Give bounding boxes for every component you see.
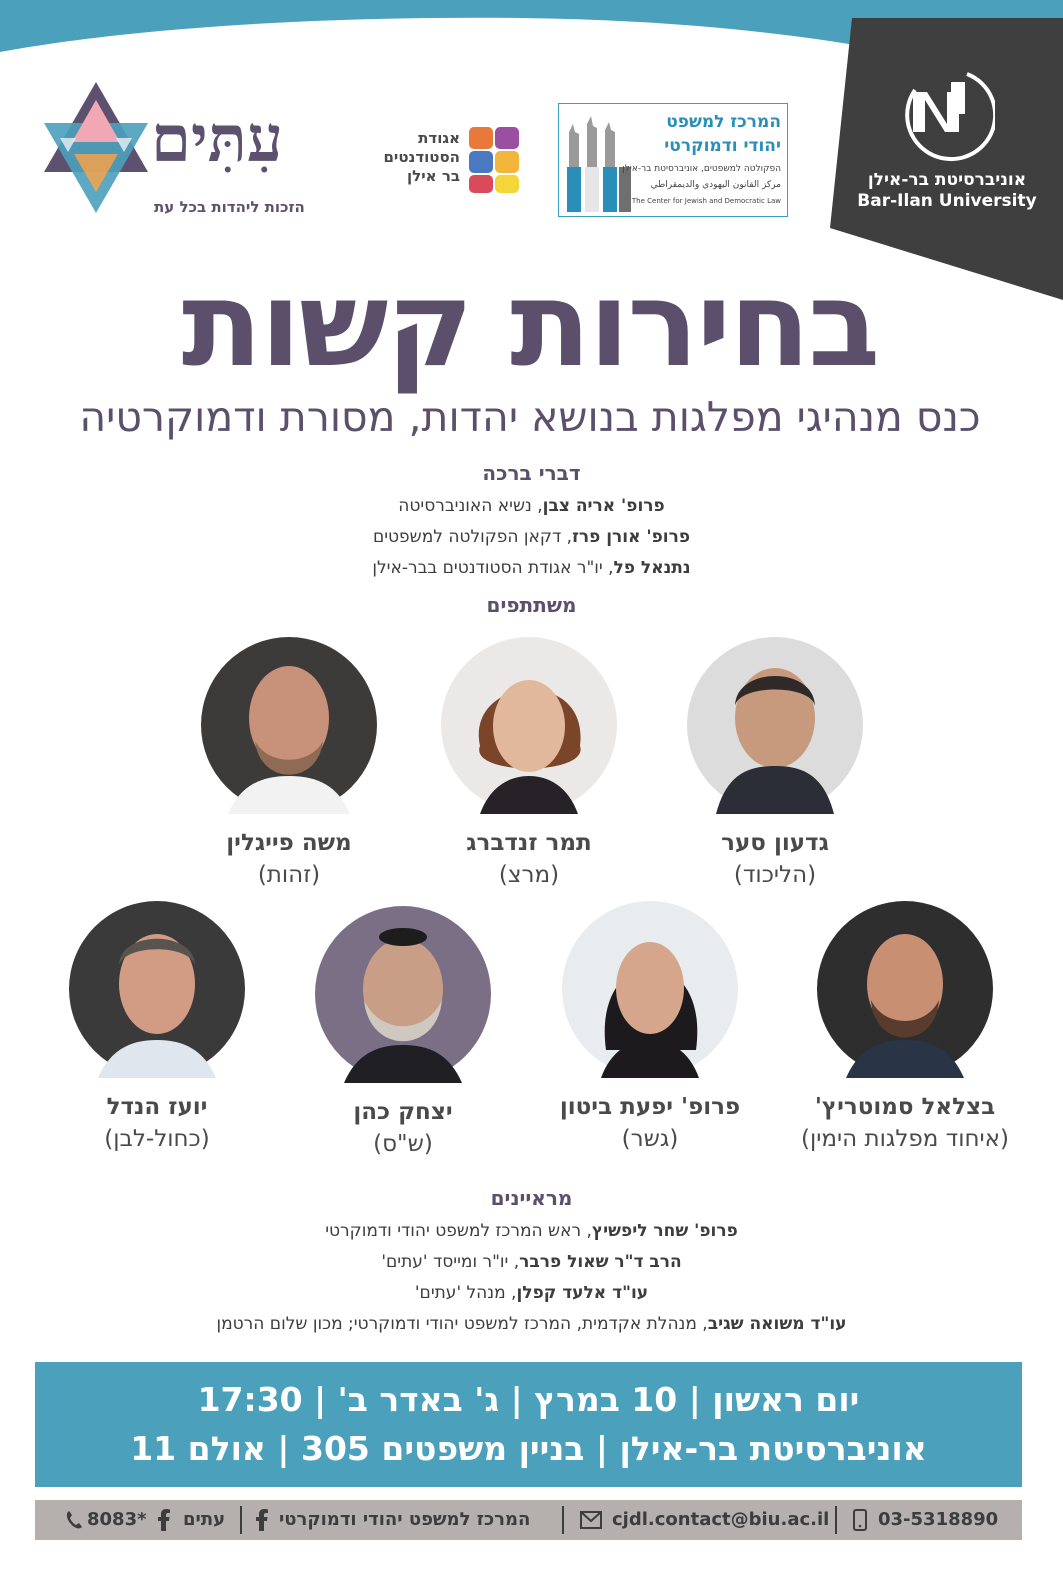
cjdl-name-line1: המרכז למשפט xyxy=(666,112,781,132)
student-union-line2: הסטודנטים xyxy=(383,148,460,166)
participant-name: פרופ' יפעת ביטון xyxy=(559,1094,741,1120)
student-union-line3: בר אילן xyxy=(407,167,460,185)
bar-ilan-emblem-icon xyxy=(895,62,995,162)
greeting-name: פרופ' אורן פרז xyxy=(572,527,691,547)
ittim-tagline: הזכות ליהדות בכל עת xyxy=(154,198,305,216)
greeting-role: , יו"ר אגודת הסטודנטים בבר-אילן xyxy=(372,558,614,578)
mobile-phone-icon xyxy=(853,1509,867,1531)
participant-name: יצחק כהן xyxy=(353,1099,453,1125)
contact-divider xyxy=(562,1506,564,1534)
cjdl-faculty-line: הפקולטה למשפטים, אוניברסיטת בר-אילן xyxy=(622,164,781,174)
interviewer-name: פרופ' שחר ליפשיץ xyxy=(591,1221,738,1241)
bar-ilan-name-english: Bar-Ilan University xyxy=(857,191,1037,211)
contact-divider xyxy=(835,1506,837,1534)
participant-name: גדעון סער xyxy=(721,830,829,856)
event-subtitle: כנס מנהיגי מפלגות בנושא יהדות, מסורת ודמוקרטיה xyxy=(79,393,981,441)
contact-bar xyxy=(35,1500,1022,1540)
event-title: בחירות קשות xyxy=(181,255,879,393)
greeting-role: , נשיא האוניברסיטה xyxy=(398,496,543,516)
participant-party: (ש"ס) xyxy=(373,1131,433,1157)
ittim-name: עִתִּים xyxy=(151,102,283,177)
interviewer-line xyxy=(0,1314,1063,1334)
participant-card xyxy=(283,905,523,1157)
facebook-icon[interactable] xyxy=(256,1509,268,1531)
facebook-cjdl-link[interactable]: המרכז למשפט יהודי ודמוקרטי xyxy=(279,1509,531,1530)
portrait-avatar xyxy=(816,900,994,1078)
participant-name: יועז הנדל xyxy=(106,1094,208,1120)
star-of-david-icon xyxy=(36,80,156,215)
participant-name: תמר זנדברג xyxy=(466,830,592,856)
envelope-icon xyxy=(580,1511,602,1529)
ittim-logo xyxy=(36,80,346,220)
participant-party: (גשר) xyxy=(621,1126,679,1152)
star-number[interactable]: 8083* xyxy=(87,1509,147,1530)
date-location-banner xyxy=(35,1362,1022,1487)
contact-divider xyxy=(240,1506,242,1534)
interviewer-name: הרב ד"ר שאול פרבר xyxy=(519,1252,682,1272)
portrait-avatar xyxy=(200,636,378,814)
phone-number[interactable]: 03-5318890 xyxy=(878,1509,999,1530)
facebook-icon[interactable] xyxy=(158,1509,170,1531)
portrait-avatar xyxy=(686,636,864,814)
interviewer-line xyxy=(0,1252,1063,1272)
interviewer-line xyxy=(0,1221,1063,1241)
telephone-icon xyxy=(65,1509,85,1531)
cjdl-english-line: The Center for Jewish and Democratic Law xyxy=(631,197,781,205)
participant-party: (הליכוד) xyxy=(733,862,817,888)
student-union-name xyxy=(383,129,460,186)
participant-party: (כחול-לבן) xyxy=(104,1126,210,1152)
interviewer-name: עו"ד אלעד קפלן xyxy=(516,1283,649,1303)
event-date-time: יום ראשון | 10 במרץ | ג' באדר ב' | 17:30 xyxy=(197,1380,860,1419)
portrait-avatar xyxy=(440,636,618,814)
participant-name: בצלאל סמוטריץ' xyxy=(814,1094,996,1120)
participant-party: (איחוד מפלגות הימין) xyxy=(800,1126,1010,1152)
portrait-avatar xyxy=(68,900,246,1078)
interviewer-name: עו"ד משואה שגיב xyxy=(707,1314,847,1334)
participant-card xyxy=(37,900,277,1152)
greeting-line xyxy=(0,496,1063,516)
participant-card xyxy=(655,636,895,888)
greeting-line xyxy=(0,527,1063,547)
greetings-heading: דברי ברכה xyxy=(482,461,581,485)
participant-party: (מרצ) xyxy=(498,862,560,888)
raised-hands-icon xyxy=(565,112,635,212)
interviewer-role: , יו"ר ומייסד 'עתים' xyxy=(381,1252,520,1272)
student-union-logo xyxy=(372,125,522,200)
participants-heading: משתתפים xyxy=(486,593,577,617)
cjdl-name-line2: יהודי ודמוקרטי xyxy=(664,136,781,156)
cjdl-arabic-line: مركز القانون اليهودي والديمقراطي xyxy=(650,180,781,190)
greeting-name: נתנאל פל xyxy=(613,558,691,578)
cjdl-logo xyxy=(558,103,788,217)
greeting-role: , דקאן הפקולטה למשפטים xyxy=(372,527,573,547)
participant-card xyxy=(169,636,409,888)
interviewer-role: , מנהל 'עתים' xyxy=(414,1283,517,1303)
participant-card xyxy=(530,900,770,1152)
student-union-mark-icon xyxy=(467,125,522,195)
participant-card xyxy=(409,636,649,888)
portrait-avatar xyxy=(561,900,739,1078)
participant-card xyxy=(775,900,1035,1152)
participant-party: (זהות) xyxy=(257,862,321,888)
facebook-ittim-link[interactable]: עתים xyxy=(183,1509,226,1530)
interviewer-role: , ראש המרכז למשפט יהודי ודמוקרטי xyxy=(325,1221,592,1241)
greeting-line xyxy=(0,558,1063,578)
student-union-line1: אגודת xyxy=(418,129,460,147)
interviewer-role: , מנהלת אקדמית, המרכז למשפט יהודי ודמוקרטי; מכון שלום הרטמן xyxy=(216,1314,708,1334)
interviewers-heading: מראיינים xyxy=(490,1186,573,1210)
email-link[interactable]: cjdl.contact@biu.ac.il xyxy=(612,1509,830,1530)
bar-ilan-name-hebrew: אוניברסיטת בר-אילן xyxy=(867,170,1027,190)
greeting-name: פרופ' אריה צבן xyxy=(542,496,665,516)
event-location: אוניברסיטת בר-אילן | בניין משפטים 305 | אולם 11 xyxy=(130,1429,927,1468)
interviewer-line xyxy=(0,1283,1063,1303)
participant-name: משה פייגלין xyxy=(226,830,352,856)
portrait-avatar xyxy=(314,905,492,1083)
